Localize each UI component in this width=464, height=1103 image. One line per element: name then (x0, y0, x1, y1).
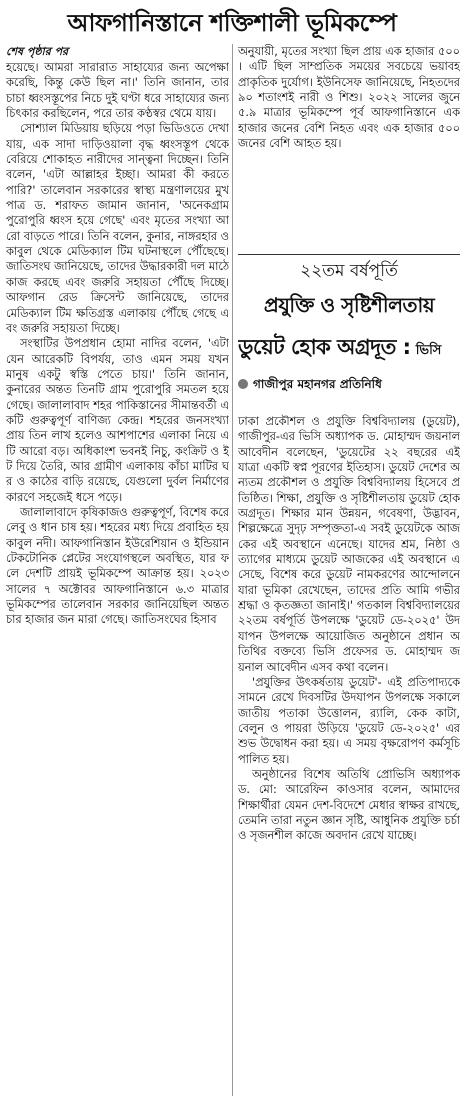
left-paragraph-4: জালালাবাদে কৃষিকাজও গুরুত্বপূর্ণ, বিশেষ করে লেবু ও ধান চাষ হয়। শহরের মধ্য দিয়ে প্রবাহিত হয় কাবুল নদী। আফগানিস্তান ইউরেশিয়ান ও ইন্ডিয়ান টেকটোনিক প্লেটের সংযোগস্থলে অবস্থিত, যার ফলে দেশটি প্রায়ই ভূমিকম্পে আক্রান্ত হয়। ২০২৩ সালের ৭ অক্টোবর আফগানিস্তানে ৬.৩ মাত্রার ভূমিকম্পের তালেবান সরকার জানিয়েছিল অন্তত চার হাজার জন মারা গেছে। জাতিসংঘের হিসাব (6, 505, 229, 627)
sub-paragraph-2: 'প্রযুক্তির উৎকর্ষতায় ডুয়েট'- এই প্রতিপাদ্যকে সামনে রেখে দিবসটির উদযাপন উপলক্ষে সকালে জাতীয় পতাকা উত্তোলন, র‍্যালি, কেক কাটা, বেলুন ও পায়রা উড়িয়ে 'ডুয়েট ডে-২০২৫' এর শুভ উদ্বোধন করা হয়। এ সময় বৃক্ষরোপণ কর্মসূচি পালিত হয়। (238, 675, 460, 766)
sub-article-body (238, 414, 460, 1094)
sub-paragraph-1: ঢাকা প্রকৌশল ও প্রযুক্তি বিশ্ববিদ্যালয় (ডুয়েট), গাজীপুর-এর ভিসি অধ্যাপক ড. মোহাম্মদ জয়নাল আবেদীন বলেছেন, 'ডুয়েটের ২২ বছরের এই যাত্রা একটি স্বপ্ন পূরণের ইতিহাস। ডুয়েট দেশের অন্যতম প্রকৌশল ও প্রযুক্তি বিশ্ববিদ্যালয় হিসেবে প্রতিষ্ঠিত। শিক্ষা, প্রযুক্তি ও সৃষ্টিশীলতায় ডুয়েট হোক অগ্রদূত। শিক্ষার মান উন্নয়ন, গবেষণা, উদ্ভাবন, শিল্পক্ষেত্রে সুদৃঢ় সম্পৃক্ততা-এ সবই ডুয়েটকে আজকের এই অবস্থানে এনেছে। যাদের শ্রম, নিষ্ঠা ও ত্যাগের মাধ্যমে ডুয়েট আজকের এই অবস্থানে এসেছে, বিশেষ করে ডুয়েট নামকরণের আন্দোলনে যারা ভূমিকা রেখেছেন, তাদের প্রতি আমি গভীর শ্রদ্ধা ও কৃতজ্ঞতা জানাই।' গতকাল বিশ্ববিদ্যালয়ের ২২তম বর্ষপূর্তি উপলক্ষে 'ডুয়েট ডে-২০২৫' উদযাপন উপলক্ষে আয়োজিত অনুষ্ঠানে প্রধান অতিথির বক্তব্যে ভিসি প্রফেসর ড. মোহাম্মদ জয়নাল আবেদীন এসব কথা বলেন। (238, 415, 460, 674)
sub-article-kicker: ২২তম বর্ষপূর্তি (300, 261, 398, 281)
left-column (6, 44, 229, 1094)
byline-text: গাজীপুর মহানগর প্রতিনিধি (253, 377, 382, 391)
left-paragraph-3: সংস্থাটির উপপ্রধান হোমা নাদির বলেন, 'এটা যেন আরেকটি বিপর্যয়, তাও এমন সময় যখন মানুষ একটু স্বস্তি পেতে চায়।' তিনি জানান, কুনারের অন্তত তিনটি গ্রাম পুরোপুরি সমতল হয়ে গেছে। জালালাবাদ শহর পাকিস্তানের সীমান্তবর্তী একটি গুরুত্বপূর্ণ বাণিজ্য কেন্দ্র। শহরের জনসংখ্যা প্রায় তিন লাখ হলেও আশপাশের এলাকা নিয়ে এটি আরো বড়। অধিকাংশ ভবনই নিচু, কংক্রিট ও ইট দিয়ে তৈরি, আর গ্রামীণ এলাকায় কাঁচা মাটির ঘর ও কাঠের বাড়ি রয়েছে, যেগুলো দুর্বল নির্মাণের কারণে সহজেই ধসে পড়ে। (6, 337, 229, 504)
bullet-icon (238, 379, 248, 389)
sub-article-headline-line2 (238, 328, 460, 366)
continued-label: শেষ পৃষ্ঠার পর (6, 45, 69, 58)
main-headline: আফগানিস্তানে শক্তিশালী ভূমিকম্পে (67, 9, 397, 37)
sub-article-headline-line1: প্রযুক্তি ও সৃষ্টিশীলতায় (263, 293, 435, 317)
sub-article-headline-suffix: ভিসি (415, 343, 442, 358)
left-paragraph-2: সোশ্যাল মিডিয়ায় ছড়িয়ে পড়া ভিডিওতে দেখা যায়, এক সাদা দাড়িওয়ালা বৃদ্ধ ধ্বংসস্তূপ থেকে বেরিয়ে শোকাহত নারীদের সান্ত্বনা দিচ্ছেন। তিনি বলেন, 'এটা আল্লাহর ইচ্ছা। আমরা কী করতে পারি?' তালেবান সরকারের স্বাস্থ্য মন্ত্রণালয়ের মুখপাত্র ড. শরাফত জামান জানান, 'অনেকগ্রাম পুরোপুরি ধ্বংস হয়ে গেছে' এবং মৃতের সংখ্যা আরো বাড়তে পারে। তিনি বলেন, কুনার, নাঙ্গরহার ও কাবুল থেকে মেডিক্যাল টিম ঘটনাস্থলে পৌঁছেছে। জাতিসংঘ জানিয়েছে, তাদের উদ্ধারকারী দল মাঠে কাজ করছে এবং জরুরি সহায়তা পৌঁছে দিচ্ছে। আফগান রেড ক্রিসেন্ট জানিয়েছে, তাদের মেডিক্যাল টিম ক্ষতিগ্রস্ত এলাকায় পৌঁছে গেছে এবং জরুরি সহায়তা দিচ্ছে। (6, 122, 229, 335)
right-top-paragraph: অনুযায়ী, মৃতের সংখ্যা ছিল প্রায় এক হাজার ৫০০। এটি ছিল সাম্প্রতিক সময়ের সবচেয়ে ভয়াবহ প্রাকৃতিক দুর্যোগ। ইউনিসেফ জানিয়েছে, নিহতদের ৯০ শতাংশই নারী ও শিশু। ২০২২ সালের জুনে ৫.৯ মাত্রার ভূমিকম্পে পূর্ব আফগানিস্তানে এক হাজার জনের বেশি নিহত এবং এক হাজার ৫০০ জনের বেশি আহত হয়। (238, 45, 460, 151)
byline (238, 374, 460, 394)
sub-paragraph-3: অনুষ্ঠানের বিশেষ অতিথি প্রোভিসি অধ্যাপক ড. মো: আরেফিন কাওসার বলেন, আমাদের শিক্ষার্থীরা যেমন দেশ-বিদেশে মেধার স্বাক্ষর রাখছে, তেমনি তারা নতুন জ্ঞান সৃষ্টি, আধুনিক প্রযুক্তি চর্চা ও সৃজনশীল কাজে অবদান রেখে যাচ্ছে। (238, 767, 460, 843)
column-divider (232, 44, 233, 1096)
sub-article-headline-main: ডুয়েট হোক অগ্রদূত : (238, 335, 411, 359)
left-paragraph-1: হয়েছে। আমরা সারারাত সাহায্যের জন্য অপেক্ষা করেছি, কিন্তু কেউ ছিল না।' তিনি জানান, তার চাচা ধ্বংসস্তূপের নিচে দুই ঘণ্টা ধরে সাহায্যের জন্য চিৎকার করছিলেন, পরে তার কণ্ঠস্বর থেমে যায়। (6, 61, 229, 121)
right-column-top (238, 44, 460, 248)
section-divider (238, 254, 460, 255)
